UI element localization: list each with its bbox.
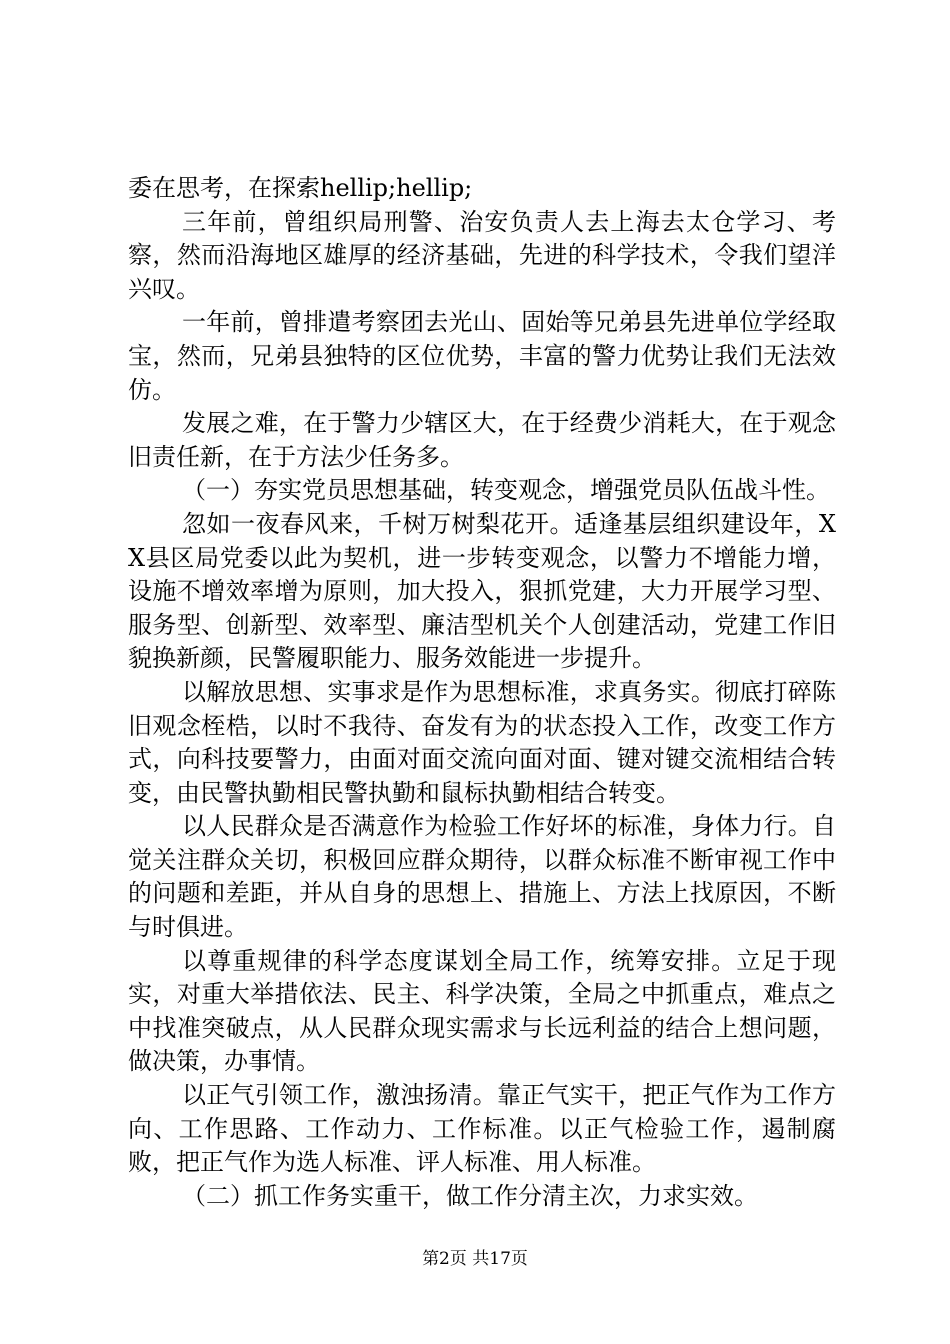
paragraph: 以人民群众是否满意作为检验工作好坏的标准，身体力行。自觉关注群众关切，积极回应群众期待，以群众标准不断审视工作中的问题和差距，并从自身的思想上、措施上、方法上找原因，不断与时俱进。 bbox=[128, 812, 836, 942]
page-number-label: 第2页 共17页 bbox=[422, 1249, 528, 1269]
section-heading: （二）抓工作务实重干，做工作分清主次，力求实效。 bbox=[182, 1181, 758, 1210]
paragraph: 一年前，曾排遣考察团去光山、固始等兄弟县先进单位学经取宝，然而，兄弟县独特的区位优势，丰富的警力优势让我们无法效仿。 bbox=[128, 308, 836, 404]
section-heading: （一）夯实党员思想基础，转变观念，增强党员队伍战斗性。 bbox=[182, 476, 830, 505]
paragraph: 三年前，曾组织局刑警、治安负责人去上海去太仓学习、考察，然而沿海地区雄厚的经济基础，先进的科学技术，令我们望洋兴叹。 bbox=[128, 207, 836, 303]
paragraph: 发展之难，在于警力少辖区大，在于经费少消耗大，在于观念旧责任新，在于方法少任务多。 bbox=[128, 409, 836, 471]
paragraph: 委在思考，在探索hellip;hellip; bbox=[128, 174, 473, 202]
document-body bbox=[128, 172, 836, 1213]
page-footer bbox=[0, 1244, 950, 1269]
paragraph: 以解放思想、实事求是作为思想标准，求真务实。彻底打碎陈旧观念桎梏，以时不我待、奋发有为的状态投入工作，改变工作方式，向科技要警力，由面对面交流向面对面、键对键交流相结合转变，由民警执勤相民警执勤和鼠标执勤相结合转变。 bbox=[128, 677, 836, 807]
paragraph: 忽如一夜春风来，千树万树梨花开。适逢基层组织建设年，XX县区局党委以此为契机，进一步转变观念，以警力不增能力增，设施不增效率增为原则，加大投入，狠抓党建，大力开展学习型、服务型、创新型、效率型、廉洁型机关个人创建活动，党建工作旧貌换新颜，民警履职能力、服务效能进一步提升。 bbox=[128, 509, 836, 673]
paragraph: 以正气引领工作，激浊扬清。靠正气实干，把正气作为工作方向、工作思路、工作动力、工作标准。以正气检验工作，遏制腐败，把正气作为选人标准、评人标准、用人标准。 bbox=[128, 1081, 836, 1177]
paragraph: 以尊重规律的科学态度谋划全局工作，统筹安排。立足于现实，对重大举措依法、民主、科学决策，全局之中抓重点，难点之中找准突破点，从人民群众现实需求与长远利益的结合上想问题，做决策，办事情。 bbox=[128, 946, 836, 1076]
